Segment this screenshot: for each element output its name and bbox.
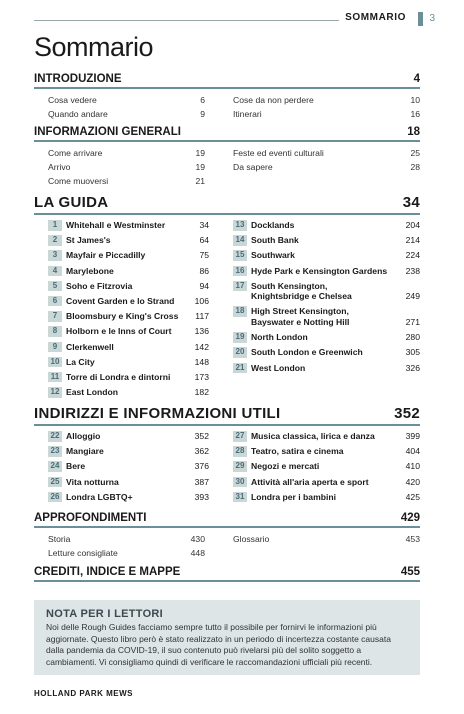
chapter-page: 280 [405,332,420,343]
chapter-page: 376 [194,461,209,472]
running-header-label: SOMMARIO [339,12,406,23]
chapter-entry[interactable] [48,492,209,503]
entry-page: 448 [190,548,205,558]
chapter-entry[interactable] [48,446,209,457]
section-heading [34,566,420,582]
chapter-title: Whitehall e Westminster [66,220,166,230]
chapter-title: Londra LGBTQ+ [66,491,133,502]
section-informazioni-generali [34,126,420,188]
section-title[interactable]: LA GUIDA [34,194,109,211]
chapter-title: La City [66,356,95,367]
toc-entry[interactable] [48,532,205,546]
chapter-number-badge: 29 [233,461,247,472]
entries-left [34,93,227,121]
entry-label: Da sapere [233,162,273,172]
toc-entry[interactable] [233,107,420,121]
chapter-entry[interactable] [48,461,209,472]
chapter-entry[interactable] [233,492,420,503]
chapter-number-badge: 23 [48,446,62,457]
entry-page: 453 [405,534,420,544]
chapter-number-badge: 15 [233,250,247,261]
entry-page: 430 [190,534,205,544]
chapter-title: Teatro, satira e cinema [251,446,344,457]
chapter-page: 326 [405,362,420,373]
chapter-number-badge: 30 [233,477,247,488]
section-heading [34,512,420,528]
entry-label: Arrivo [48,162,71,172]
chapter-entry[interactable] [48,281,209,292]
section-heading [34,405,420,426]
section-indirizzi [34,405,420,507]
chapter-entry[interactable] [233,446,420,457]
chapter-entry[interactable] [233,431,420,442]
chapter-title: Docklands [251,220,295,230]
section-title[interactable]: INTRODUZIONE [34,73,122,85]
chapter-title: High Street Kensington, Bayswater e Notting Hill [251,306,350,327]
chapter-title: East London [66,387,119,398]
entry-label: Cosa vedere [48,95,97,105]
entry-label: Glossario [233,534,270,544]
chapter-entry[interactable] [48,311,209,322]
chapter-page: 271 [405,316,420,327]
photo-caption: HOLLAND PARK MEWS [34,689,134,698]
entries-left [34,146,227,188]
entry-label: Cose da non perdere [233,95,314,105]
entries-right [227,93,420,121]
chapter-page: 305 [405,347,420,358]
chapter-page: 399 [405,431,420,441]
chapter-title: South Kensington, Knightsbridge e Chelsea [251,280,352,302]
chapter-title: South Bank [251,235,299,246]
chapter-number-badge: 5 [48,281,62,292]
section-title[interactable]: APPROFONDIMENTI [34,512,147,524]
chapter-number-badge: 25 [48,477,62,488]
chapter-number-badge: 7 [48,311,62,322]
reader-note-box [34,600,420,675]
chapter-number-badge: 2 [48,235,62,246]
chapter-page: 425 [405,491,420,502]
toc-entry[interactable] [233,532,420,546]
entry-page: 25 [410,148,420,158]
chapter-number-badge: 22 [48,431,62,442]
chapter-page: 34 [199,220,209,230]
chapter-entry[interactable] [233,347,420,358]
section-heading [34,73,420,89]
toc-entry[interactable] [233,146,420,160]
chapter-entry[interactable] [233,306,420,327]
chapter-page: 64 [199,235,209,246]
chapter-title: Covent Garden e lo Strand [66,295,175,306]
entry-page: 19 [195,148,205,158]
chapter-entry[interactable] [48,387,209,398]
chapter-title: Attività all'aria aperta e sport [251,476,369,487]
chapter-title: Londra per i bambini [251,491,336,502]
note-body: Noi delle Rough Guides facciamo sempre tutto il possibile per fornirvi le informazioni più aggiornate. Questo libro però è stato realizzato in un periodo di incertezza costante causata dalla pandemia da COVID-19, il suo contenuto può rivelarsi più del solito soggetto a cambiamenti. Vi consigliamo quindi di verificare le raccomandazioni ufficiali più recenti. [46,622,391,667]
chapter-page: 106 [194,295,209,306]
section-title[interactable]: CREDITI, INDICE E MAPPE [34,566,181,578]
section-page: 18 [407,126,420,138]
chapter-page: 352 [194,431,209,441]
chapter-title: Torre di Londra e dintorni [66,371,171,382]
header-marker [418,12,423,26]
chapter-page: 182 [194,387,209,398]
chapter-entry[interactable] [233,235,420,246]
chapter-page: 387 [194,476,209,487]
chapter-page: 136 [194,326,209,337]
chapter-title: Hyde Park e Kensington Gardens [251,265,388,276]
chapter-page: 410 [405,461,420,472]
chapter-title: West London [251,362,306,373]
entry-page: 6 [200,95,205,105]
entry-label: Itinerari [233,109,262,119]
chapter-title: South London e Greenwich [251,347,363,358]
chapter-entry[interactable] [48,250,209,261]
entry-page: 10 [410,95,420,105]
chapter-page: 204 [405,220,420,230]
chapter-entry[interactable] [48,220,209,231]
section-heading [34,126,420,142]
toc-entry[interactable] [48,107,205,121]
chapter-number-badge: 26 [48,492,62,503]
section-title[interactable]: INDIRIZZI E INFORMAZIONI UTILI [34,405,281,422]
chapter-page: 420 [405,476,420,487]
chapter-title: Clerkenwell [66,341,114,352]
chapter-page: 86 [199,265,209,276]
chapter-page: 214 [405,235,420,246]
chapter-title: Negozi e mercati [251,461,320,472]
running-page-number: 3 [429,13,435,24]
section-page: 429 [400,512,420,524]
chapter-entry[interactable] [48,235,209,246]
chapters-right [227,220,420,402]
chapter-page: 94 [199,280,209,291]
entry-label: Come arrivare [48,148,103,158]
chapter-title: Holborn e le Inns of Court [66,326,172,337]
chapter-number-badge: 24 [48,461,62,472]
section-heading [34,194,420,215]
chapter-page: 117 [195,311,209,322]
section-approfondimenti [34,512,420,560]
chapter-entry[interactable] [48,342,209,353]
chapter-entry[interactable] [48,357,209,368]
entry-label: Quando andare [48,109,108,119]
chapter-number-badge: 18 [233,306,247,317]
entry-page: 19 [195,162,205,172]
chapter-entry[interactable] [48,372,209,383]
chapter-entry[interactable] [48,477,209,488]
chapter-title: St James's [66,235,111,246]
note-title: NOTA PER I LETTORI [46,608,164,620]
toc-entry[interactable] [233,160,420,174]
page-title: Sommario [34,32,154,62]
section-title[interactable]: INFORMAZIONI GENERALI [34,126,181,138]
entries-left [34,532,227,560]
chapter-number-badge: 31 [233,492,247,503]
chapter-number-badge: 1 [48,220,62,231]
toc-entry[interactable] [48,546,205,560]
chapter-title: Vita notturna [66,476,119,487]
chapter-number-badge: 27 [233,431,247,442]
chapter-number-badge: 19 [233,332,247,343]
chapter-number-badge: 8 [48,326,62,337]
chapter-title: Soho e Fitzrovia [66,280,133,291]
section-page: 4 [413,73,420,85]
chapter-number-badge: 12 [48,387,62,398]
chapter-number-badge: 10 [48,357,62,368]
chapter-page: 238 [405,265,420,276]
chapter-entry[interactable] [233,363,420,374]
chapter-page: 362 [194,446,209,457]
chapter-title: Alloggio [66,431,101,441]
chapter-title: Musica classica, lirica e danza [251,431,375,441]
toc-entry[interactable] [233,93,420,107]
section-crediti [34,566,420,582]
chapters-left [34,220,227,402]
chapter-entry[interactable] [48,431,209,442]
chapters-right [227,431,420,507]
entry-label: Come muoversi [48,176,109,186]
entry-label: Storia [48,534,71,544]
chapter-title: Southwark [251,250,295,261]
chapter-entry[interactable] [233,332,420,343]
chapter-number-badge: 6 [48,296,62,307]
section-page: 352 [394,405,420,422]
chapter-page: 249 [405,291,420,302]
entry-page: 9 [200,109,205,119]
entry-page: 16 [410,109,420,119]
chapter-title: Mangiare [66,446,104,457]
chapter-number-badge: 11 [48,372,62,383]
chapter-entry[interactable] [48,296,209,307]
chapter-entry[interactable] [233,220,420,231]
chapter-entry[interactable] [233,461,420,472]
entries-right [227,532,420,560]
chapter-entry[interactable] [233,281,420,302]
chapter-title: North London [251,332,308,343]
section-page: 455 [400,566,420,578]
section-introduzione [34,73,420,121]
running-header [0,12,464,30]
chapter-title: Bloomsbury e King's Cross [66,311,179,322]
chapter-entry[interactable] [233,250,420,261]
chapter-title: Bere [66,461,86,472]
chapter-title: Mayfair e Piccadilly [66,250,146,261]
chapter-page: 75 [199,250,209,261]
toc-entry[interactable] [48,174,205,188]
chapter-number-badge: 13 [233,220,247,231]
chapter-entry[interactable] [48,326,209,337]
entry-page: 28 [410,162,420,172]
chapter-number-badge: 9 [48,342,62,353]
chapter-number-badge: 4 [48,266,62,277]
toc-entry[interactable] [48,146,205,160]
chapter-number-badge: 3 [48,250,62,261]
chapter-page: 224 [405,250,420,261]
entry-page: 21 [195,176,205,186]
chapter-page: 393 [194,491,209,502]
chapter-number-badge: 14 [233,235,247,246]
entries-right [227,146,420,188]
chapter-page: 404 [405,446,420,457]
chapter-entry[interactable] [48,266,209,277]
chapters-left [34,431,227,507]
chapter-number-badge: 20 [233,347,247,358]
chapter-number-badge: 16 [233,266,247,277]
chapter-page: 173 [194,371,209,382]
chapter-page: 142 [194,341,209,352]
chapter-title: Marylebone [66,265,114,276]
section-la-guida [34,194,420,402]
chapter-entry[interactable] [233,477,420,488]
chapter-number-badge: 28 [233,446,247,457]
chapter-number-badge: 21 [233,363,247,374]
entry-label: Feste ed eventi culturali [233,148,324,158]
section-page: 34 [402,194,420,211]
chapter-number-badge: 17 [233,281,247,292]
chapter-entry[interactable] [233,266,420,277]
entry-label: Letture consigliate [48,548,118,558]
toc-entry[interactable] [48,93,205,107]
toc-entry[interactable] [48,160,205,174]
chapter-page: 148 [194,356,209,367]
